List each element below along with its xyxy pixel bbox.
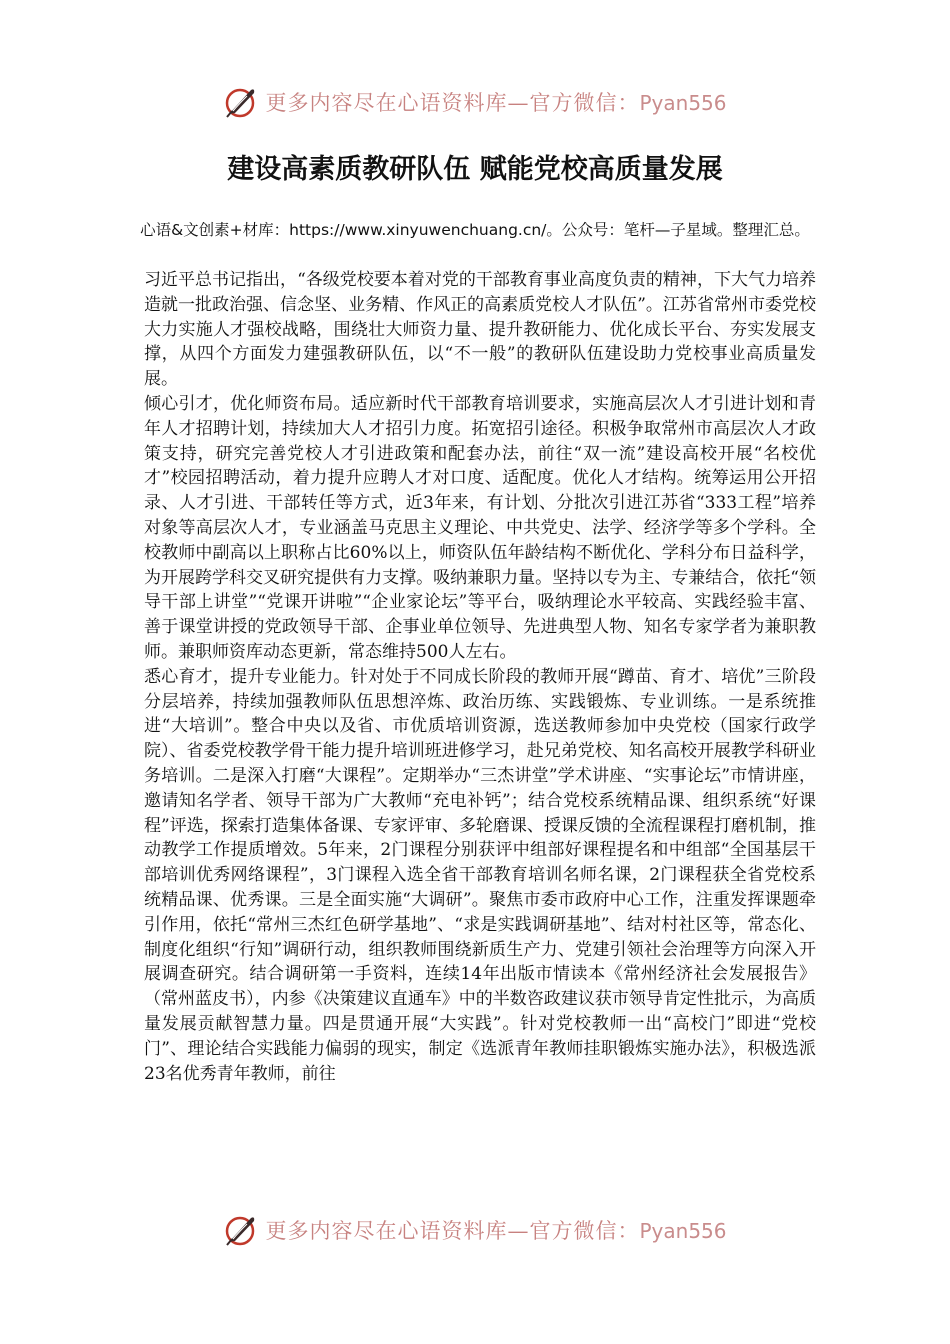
body-paragraph-1: 习近平总书记指出，“各级党校要本着对党的干部教育事业高度负责的精神，下大气力培养造就一批政治强、信念坚、业务精、作风正的高素质党校人才队伍”。江苏省常州市委党校大力实施人才强校战略，围绕壮大师资力量、提升教研能力、优化成长平台、夯实发展支撑，从四个方面发力建强教研队伍，以“不一般”的教研队伍建设助力党校事业高质量发展。 [144,270,816,390]
document-title: 建设高素质教研队伍 赋能党校高质量发展 [227,154,723,185]
quill-pen-logo-icon [223,84,259,120]
footer-banner-text [265,1215,726,1245]
header-banner-wechat-id: Pyan556 [639,91,727,115]
body-paragraph-3: 悉心育才，提升专业能力。针对处于不同成长阶段的教师开展“蹲苗、育才、培优”三阶段分层培养，持续加强教师队伍思想淬炼、政治历练、实践锻炼、专业训练。一是系统推进“大培训”。整合中央以及省、市优质培训资源，选送教师参加中央党校（国家行政学院）、省委党校教学骨干能力提升培训班进修学习，赴兄弟党校、知名高校开展教学科研业务培训。二是深入打磨“大课程”。定期举办“三杰讲堂”学术讲座、“实事论坛”市情讲座，邀请知名学者、领导干部为广大教师“充电补钙”；结合党校系统精品课、组织系统“好课程”评选，探索打造集体备课、专家评审、多轮磨课、授课反馈的全流程课程打磨机制，推动教学工作提质增效。5年来，2门课程分别获评中组部好课程提名和中组部“全国基层干部培训优秀网络课程”，3门课程入选全省干部教育培训名师名课，2门课程获全省党校系统精品课、优秀课。三是全面实施“大调研”。聚焦市委市政府中心工作，注重发挥课题牵引作用，依托“常州三杰红色研学基地”、“求是实践调研基地”、结对村社区等，常态化、制度化组织“行知”调研行动，组织教师围绕新质生产力、党建引领社会治理等方向深入开展调查研究。结合调研第一手资料，连续14年出版市情读本《常州经济社会发展报告》（常州蓝皮书），内参《决策建议直通车》中的半数咨政建议获市领导肯定性批示，为高质量发展贡献智慧力量。四是贯通开展“大实践”。针对党校教师一出“高校门”即进“党校门”、理论结合实践能力偏弱的现实，制定《选派青年教师挂职锻炼实施办法》，积极选派23名优秀青年教师，前往 [144,666,816,1084]
header-banner [0,80,950,124]
body-paragraph-2: 倾心引才，优化师资布局。适应新时代干部教育培训要求，实施高层次人才引进计划和青年人才招聘计划，持续加大人才招引力度。拓宽招引途径。积极争取常州市高层次人才政策支持，研究完善党校人才引进政策和配套办法，前往“双一流”建设高校开展“名校优才”校园招聘活动，着力提升应聘人才对口度、适配度。优化人才结构。统筹运用公开招录、人才引进、干部转任等方式，近3年来，有计划、分批次引进江苏省“333工程”培养对象等高层次人才，专业涵盖马克思主义理论、中共党史、法学、经济学等多个学科。全校教师中副高以上职称占比60%以上，师资队伍年龄结构不断优化、学科分布日益科学，为开展跨学科交叉研究提供有力支撑。吸纳兼职力量。坚持以专为主、专兼结合，依托“领导干部上讲堂”“党课开讲啦”“企业家论坛”等平台，吸纳理论水平较高、实践经验丰富、善于课堂讲授的党政领导干部、企事业单位领导、先进典型人物、知名专家学者为兼职教师。兼职师资库动态更新，常态维持500人左右。 [144,393,816,662]
quill-pen-logo-icon [223,1212,259,1248]
header-banner-text [265,87,726,117]
footer-banner-text-cn: 更多内容尽在心语资料库—官方微信： [265,1219,640,1243]
source-line: 心语&文创素+材库：https://www.xinyuwenchuang.cn/。公众号：笔杆—子星域。整理汇总。 [140,221,810,239]
header-banner-text-cn: 更多内容尽在心语资料库—官方微信： [265,91,640,115]
document-body [144,268,816,1086]
footer-banner-wechat-id: Pyan556 [639,1219,727,1243]
footer-banner [0,1208,950,1252]
